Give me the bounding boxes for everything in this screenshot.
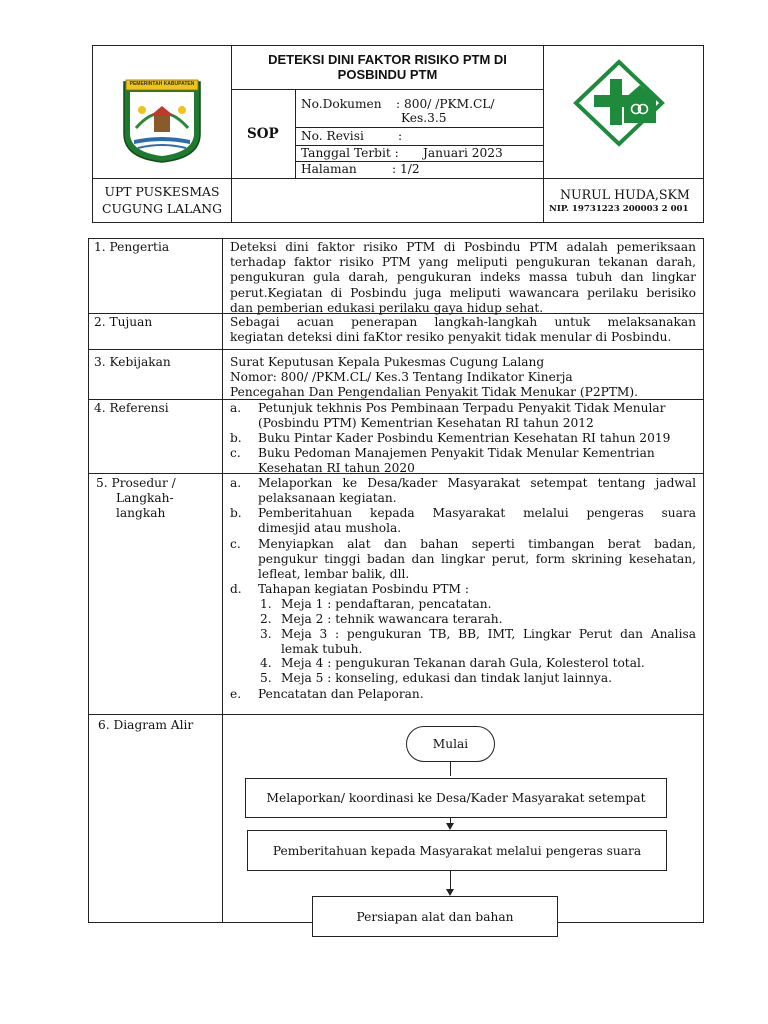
doc-number-label: No.Dokumen — [301, 97, 382, 111]
header-divider — [232, 178, 543, 179]
list-item: Pencatatan dan Pelaporan. — [258, 687, 424, 701]
section-label: langkah — [116, 506, 166, 520]
section-label: Langkah- — [116, 491, 174, 505]
list-marker: a. — [230, 476, 242, 490]
list-marker: e. — [230, 687, 242, 701]
page-title-line: DETEKSI DINI FAKTOR RISIKO PTM DI — [268, 52, 507, 67]
list-item: (Posbindu PTM) Kementrian Kesehatan RI tahun 2012 — [258, 416, 594, 430]
list-item: Tahapan kegiatan Posbindu PTM : — [258, 582, 469, 596]
text-line: pengukuran gula darah, pengukuran indeks massa tubuh dan lingkar — [230, 270, 696, 285]
text-line: pelaksanaan kegiatan. — [258, 491, 397, 506]
table-divider — [88, 714, 704, 715]
issue-date-value: Januari 2023 — [423, 146, 503, 160]
section-label: 1. Pengertia — [94, 240, 170, 254]
page-title — [232, 52, 543, 82]
section-text — [230, 240, 696, 316]
list-item: Meja 2 : tehnik wawancara terarah. — [281, 612, 503, 626]
list-item — [258, 537, 696, 583]
text-line: kegiatan deteksi dini faKtor resiko penyakit tidak menular di Posbindu. — [230, 330, 672, 345]
flow-arrowhead — [446, 889, 454, 896]
signer-name: NURUL HUDA,SKM — [560, 187, 690, 202]
header-divider — [231, 89, 544, 90]
text-line: Pemberitahuan kepada Masyarakat melalui pengeras suara — [258, 506, 696, 520]
list-marker: a. — [230, 401, 242, 415]
table-divider — [222, 238, 223, 923]
list-item: Meja 5 : konseling, edukasi dan tindak lanjut lainnya. — [281, 671, 612, 685]
text-line: Sebagai acuan penerapan langkah-langkah untuk melaksanakan — [230, 315, 696, 329]
list-item: Buku Pedoman Manajemen Penyakit Tidak Menular Kementrian — [258, 446, 655, 460]
flow-start: Mulai — [406, 726, 495, 762]
list-marker: 3. — [260, 627, 272, 641]
text-line: Pencegahan Dan Pengendalian Penyakit Tidak Menukar (P2PTM). — [230, 385, 639, 399]
organization-name — [92, 183, 232, 217]
text-line: Deteksi dini faktor risiko PTM di Posbindu PTM adalah pemeriksaan — [230, 240, 696, 254]
flow-arrow — [450, 871, 451, 889]
table-divider — [88, 349, 704, 350]
text-line: Menyiapkan alat dan bahan seperti timbangan berat badan, — [258, 537, 696, 551]
text-line: terhadap faktor risiko PTM yang meliputi pengukuran tekanan darah, — [230, 255, 696, 270]
flow-step: Pemberitahuan kepada Masyarakat melalui pengeras suara — [247, 830, 667, 871]
header-divider — [543, 45, 544, 223]
page-value: : 1/2 — [392, 162, 420, 176]
revision-label: No. Revisi — [301, 129, 364, 143]
section-label: 2. Tujuan — [94, 315, 153, 329]
text-line: Nomor: 800/ /PKM.CL/ Kes.3 Tentang Indikator Kinerja — [230, 370, 573, 384]
section-label: 6. Diagram Alir — [98, 718, 194, 732]
text-line: Surat Keputusan Kepala Pukesmas Cugung Lalang — [230, 355, 545, 369]
list-marker: d. — [230, 582, 242, 596]
list-item — [281, 627, 696, 657]
section-label: 4. Referensi — [94, 401, 169, 415]
list-item — [258, 506, 696, 536]
page-label: Halaman — [301, 162, 357, 176]
header-divider — [543, 178, 704, 179]
header-divider — [295, 127, 543, 128]
text-line: Meja 3 : pengukuran TB, BB, IMT, Lingkar Perut dan Analisa — [281, 627, 696, 641]
doc-number-value: : 800/ /PKM.CL/ — [396, 97, 495, 111]
revision-value: : — [398, 129, 403, 143]
list-item — [258, 476, 696, 506]
organization-line: CUGUNG LALANG — [101, 201, 223, 216]
flow-arrow — [450, 762, 451, 776]
flow-step: Persiapan alat dan bahan — [312, 896, 558, 937]
text-line: lefleat, lembar balik, dll. — [258, 567, 410, 582]
list-item: Kesehatan RI tahun 2020 — [258, 461, 415, 475]
text-line: dimesjid atau mushola. — [258, 521, 402, 536]
organization-line: UPT PUSKESMAS — [104, 184, 220, 199]
text-line: dan pemberian edukasi perilaku gaya hidup sehat. — [230, 300, 544, 315]
text-line: lemak tubuh. — [281, 642, 363, 657]
list-marker: 4. — [260, 656, 272, 670]
flow-arrowhead — [446, 823, 454, 830]
header-divider — [295, 89, 296, 178]
text-line: perut.Kegiatan di Posbindu juga meliputi wawancara perilaku berisiko — [230, 285, 696, 300]
logo-banner-text: PEMERINTAH KABUPATEN — [129, 81, 195, 87]
signer-nip: NIP. 19731223 200003 2 001 — [549, 204, 689, 214]
section-text — [230, 315, 696, 345]
text-line: pengukur tinggi badan dan lingkar perut, form skrining kesehatan, — [258, 552, 696, 567]
list-item: Meja 1 : pendaftaran, pencatatan. — [281, 597, 492, 611]
list-item: Meja 4 : pengukuran Tekanan darah Gula, Kolesterol total. — [281, 656, 645, 670]
list-marker: b. — [230, 431, 242, 445]
page-title-line: POSBINDU PTM — [337, 67, 438, 82]
list-marker: 1. — [260, 597, 272, 611]
flow-step: Melaporkan/ koordinasi ke Desa/Kader Masyarakat setempat — [245, 778, 667, 818]
section-label: 5. Prosedur / — [96, 476, 176, 490]
list-item: Petunjuk tekhnis Pos Pembinaan Terpadu Penyakit Tidak Menular — [258, 401, 666, 415]
regency-logo-icon — [120, 78, 204, 164]
list-item: Buku Pintar Kader Posbindu Kementrian Kesehatan RI tahun 2019 — [258, 431, 671, 445]
list-marker: c. — [230, 537, 241, 551]
puskesmas-logo-icon — [572, 59, 666, 147]
list-marker: 5. — [260, 671, 272, 685]
doc-number-value-cont: Kes.3.5 — [401, 111, 447, 125]
issue-date-label: Tanggal Terbit : — [301, 146, 399, 160]
header-divider — [92, 178, 232, 179]
section-label: 3. Kebijakan — [94, 355, 171, 369]
list-marker: 2. — [260, 612, 272, 626]
text-line: Melaporkan ke Desa/kader Masyarakat setempat tentang jadwal — [258, 476, 696, 490]
list-marker: b. — [230, 506, 242, 520]
sop-label: SOP — [247, 126, 279, 142]
list-marker: c. — [230, 446, 241, 460]
